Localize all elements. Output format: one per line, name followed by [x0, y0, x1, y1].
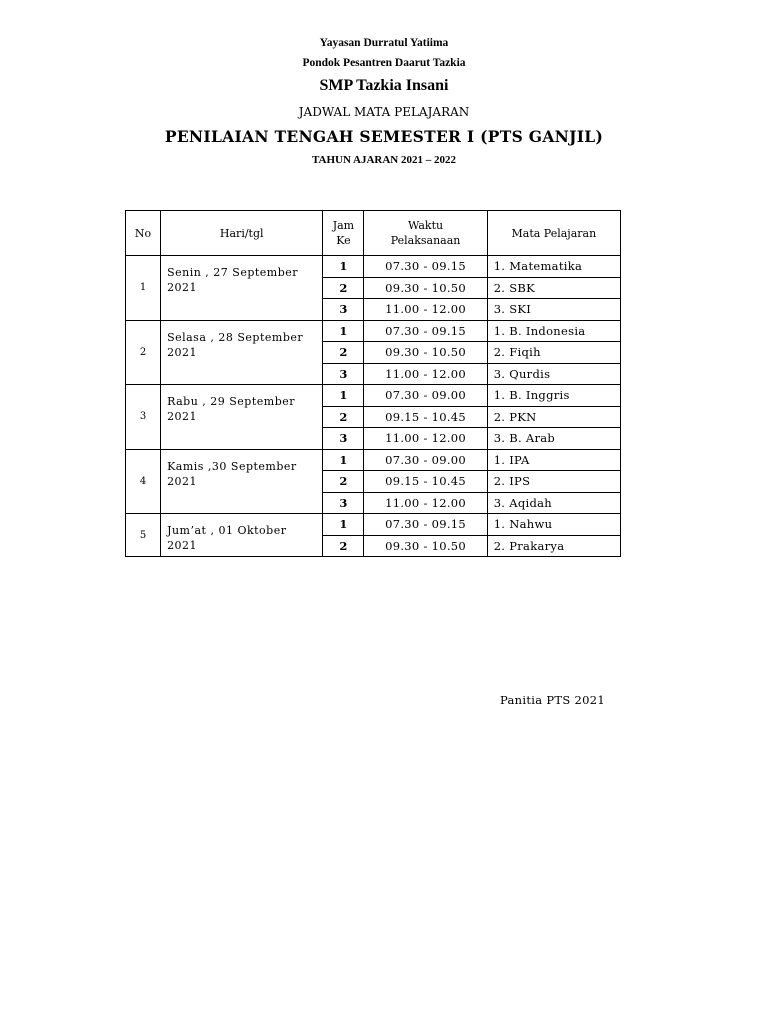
header-day: Hari/tgl — [161, 211, 323, 256]
session-time: 11.00 - 12.00 — [364, 299, 487, 321]
table-row — [126, 514, 621, 536]
session-number: 2 — [323, 406, 364, 428]
session-number: 3 — [323, 299, 364, 321]
header-jam-line1: Jam — [332, 219, 355, 232]
session-number: 2 — [323, 342, 364, 364]
session-subject: 3. B. Arab — [487, 428, 620, 450]
table-row — [126, 320, 621, 342]
day-number: 2 — [126, 320, 161, 385]
pesantren-name: Pondok Pesantren Daarut Tazkia — [302, 57, 466, 69]
session-subject: 1. B. Indonesia — [487, 320, 620, 342]
schedule-title: JADWAL MATA PELAJARAN — [298, 105, 470, 119]
session-subject: 2. Fiqih — [487, 342, 620, 364]
academic-year: TAHUN AJARAN 2021 – 2022 — [311, 154, 457, 166]
session-subject: 1. IPA — [487, 449, 620, 471]
session-subject: 3. Qurdis — [487, 363, 620, 385]
header-jam-line2: Ke — [336, 234, 351, 247]
table-header-row — [126, 211, 621, 256]
session-time: 09.30 - 10.50 — [364, 535, 487, 557]
session-number: 2 — [323, 471, 364, 493]
session-subject: 2. IPS — [487, 471, 620, 493]
header-subject: Mata Pelajaran — [487, 211, 620, 256]
session-number: 1 — [323, 449, 364, 471]
session-subject: 2. SBK — [487, 277, 620, 299]
session-number: 1 — [323, 385, 364, 407]
committee-signature: Panitia PTS 2021 — [500, 693, 605, 707]
session-subject: 3. Aqidah — [487, 492, 620, 514]
day-number: 5 — [126, 514, 161, 557]
session-time: 09.30 - 10.50 — [364, 342, 487, 364]
header-time-line2: Pelaksanaan — [390, 234, 461, 247]
session-time: 09.15 - 10.45 — [364, 406, 487, 428]
foundation-name: Yayasan Durratul Yatiima — [319, 37, 449, 49]
session-subject: 2. PKN — [487, 406, 620, 428]
session-subject: 1. B. Inggris — [487, 385, 620, 407]
session-subject: 1. Matematika — [487, 256, 620, 278]
session-time: 07.30 - 09.15 — [364, 514, 487, 536]
table-row — [126, 385, 621, 407]
session-number: 1 — [323, 514, 364, 536]
day-date: Rabu , 29 September 2021 — [161, 385, 323, 450]
header-no: No — [126, 211, 161, 256]
session-number: 2 — [323, 277, 364, 299]
session-number: 2 — [323, 535, 364, 557]
session-subject: 3. SKI — [487, 299, 620, 321]
session-time: 11.00 - 12.00 — [364, 492, 487, 514]
day-date: Selasa , 28 September 2021 — [161, 320, 323, 385]
session-time: 07.30 - 09.15 — [364, 256, 487, 278]
table-row — [126, 449, 621, 471]
header-time-line1: Waktu — [408, 219, 444, 232]
session-subject: 2. Prakarya — [487, 535, 620, 557]
exam-title: PENILAIAN TENGAH SEMESTER I (PTS GANJIL) — [164, 127, 604, 146]
session-time: 11.00 - 12.00 — [364, 428, 487, 450]
day-date: Senin , 27 September 2021 — [161, 256, 323, 321]
session-number: 1 — [323, 320, 364, 342]
school-name: SMP Tazkia Insani — [319, 77, 449, 94]
schedule-table — [125, 210, 621, 557]
session-time: 07.30 - 09.15 — [364, 320, 487, 342]
session-time: 11.00 - 12.00 — [364, 363, 487, 385]
session-number: 3 — [323, 363, 364, 385]
day-number: 4 — [126, 449, 161, 514]
session-number: 3 — [323, 492, 364, 514]
day-number: 3 — [126, 385, 161, 450]
day-date: Kamis ,30 September 2021 — [161, 449, 323, 514]
session-time: 07.30 - 09.00 — [364, 449, 487, 471]
header-time — [364, 211, 487, 256]
schedule-body — [126, 256, 621, 557]
day-date: Jum’at , 01 Oktober 2021 — [161, 514, 323, 557]
header-jam — [323, 211, 364, 256]
session-time: 07.30 - 09.00 — [364, 385, 487, 407]
session-time: 09.15 - 10.45 — [364, 471, 487, 493]
table-row — [126, 256, 621, 278]
session-number: 1 — [323, 256, 364, 278]
session-time: 09.30 - 10.50 — [364, 277, 487, 299]
session-subject: 1. Nahwu — [487, 514, 620, 536]
session-number: 3 — [323, 428, 364, 450]
day-number: 1 — [126, 256, 161, 321]
